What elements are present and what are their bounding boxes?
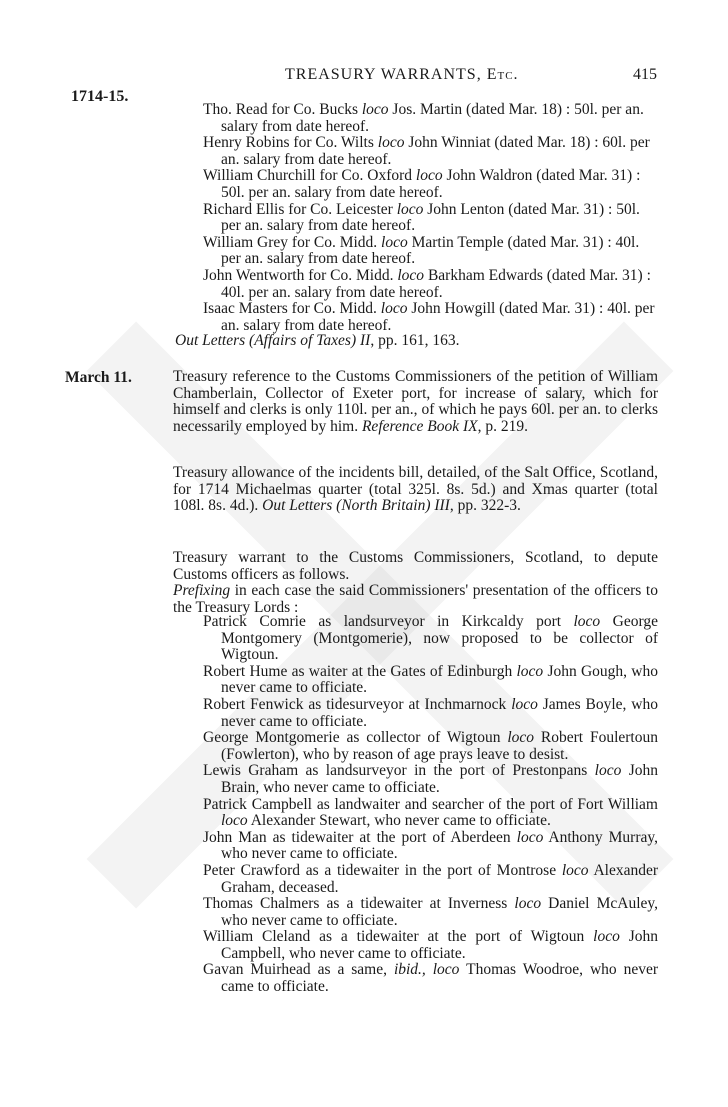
list-item: Patrick Comrie as landsurveyor in Kirkcaldy port loco George Montgomery (Montgomerie), now proposed to be collector of Wigtoun. (203, 613, 658, 664)
source-reference: Out Letters (Affairs of Taxes) II, pp. 161, 163. (175, 332, 460, 349)
list-item: John Man as tidewaiter at the port of Aberdeen loco Anthony Murray, who never came to officiate. (203, 828, 659, 863)
running-head (0, 66, 728, 88)
list-item: Lewis Graham as landsurveyor in the port of Prestonpans loco John Brain, who never came to officiate. (203, 762, 658, 796)
entry: John Wentworth for Co. Midd. loco Barkham Edwards (dated Mar. 31) : 40l. per an. salary from date hereof. (203, 266, 651, 301)
page-number: 415 (633, 66, 657, 83)
list-item: Thomas Chalmers as a tidewaiter at Inverness loco Daniel McAuley, who never came to officiate. (203, 895, 659, 929)
officer-entries (203, 102, 658, 334)
list-item: George Montgomerie as collector of Wigtoun loco Robert Foulertoun (Fowlerton), who by reason of age prays leave to desist. (203, 729, 658, 763)
date-marginal: March 11. (65, 369, 132, 386)
list-item: Robert Hume as waiter at the Gates of Edinburgh loco John Gough, who never came to officiate. (203, 662, 659, 697)
list-item: William Cleland as a tidewaiter at the port of Wigtoun loco John Campbell, who never came to officiate. (203, 928, 658, 962)
entry: William Grey for Co. Midd. loco Martin Temple (dated Mar. 31) : 40l. per an. salary from date hereof. (203, 233, 640, 268)
entry: Isaac Masters for Co. Midd. loco John Howgill (dated Mar. 31) : 40l. per an. salary from date hereof. (203, 300, 655, 334)
running-title: TREASURY WARRANTS, Etc. (285, 66, 519, 83)
list-item: Gavan Muirhead as a same, ibid., loco Thomas Woodroe, who never came to officiate. (203, 961, 658, 996)
paragraph-warrant: Treasury warrant to the Customs Commissioners, Scotland, to depute Customs officers as follows. Prefixing in each case the said Commissioners' presentation of the officers to the Treasury Lords : (173, 549, 658, 616)
list-item: Robert Fenwick as tidesurveyor at Inchmarnock loco James Boyle, who never came to officiate. (203, 695, 658, 730)
year-marginal: 1714-15. (71, 88, 129, 105)
entry: William Churchill for Co. Oxford loco John Waldron (dated Mar. 31) : 50l. per an. salary from date hereof. (203, 167, 641, 201)
deputation-list (203, 614, 658, 996)
paragraph-salt-office: Treasury allowance of the incidents bill, detailed, of the Salt Office, Scotland, for 1714 Michaelmas quarter (total 325l. 8s. 5d.) and Xmas quarter (total 108l. 8s. 4d.). Out Letters (North Britain) III, pp. 322-3. (173, 464, 658, 515)
entry: Tho. Read for Co. Bucks loco Jos. Martin (dated Mar. 18) : 50l. per an. salary from date hereof. (203, 101, 644, 135)
paragraph-petition: Treasury reference to the Customs Commissioners of the petition of William Chamberlain, Collector of Exeter port, for increase of salary, which for himself and clerks is only 110l. per an., of which he pays 60l. per an. to clerks necessarily employed by him. Reference Book IX, p. 219. (173, 368, 658, 435)
list-item: Patrick Campbell as landwaiter and searcher of the port of Fort William loco Alexander Stewart, who never came to officiate. (203, 795, 658, 830)
entry: Henry Robins for Co. Wilts loco John Winniat (dated Mar. 18) : 60l. per an. salary from date hereof. (203, 134, 650, 168)
list-item: Peter Crawford as a tidewaiter in the port of Montrose loco Alexander Graham, deceased. (203, 861, 658, 896)
entry: Richard Ellis for Co. Leicester loco John Lenton (dated Mar. 31) : 50l. per an. salary from date hereof. (203, 200, 640, 235)
